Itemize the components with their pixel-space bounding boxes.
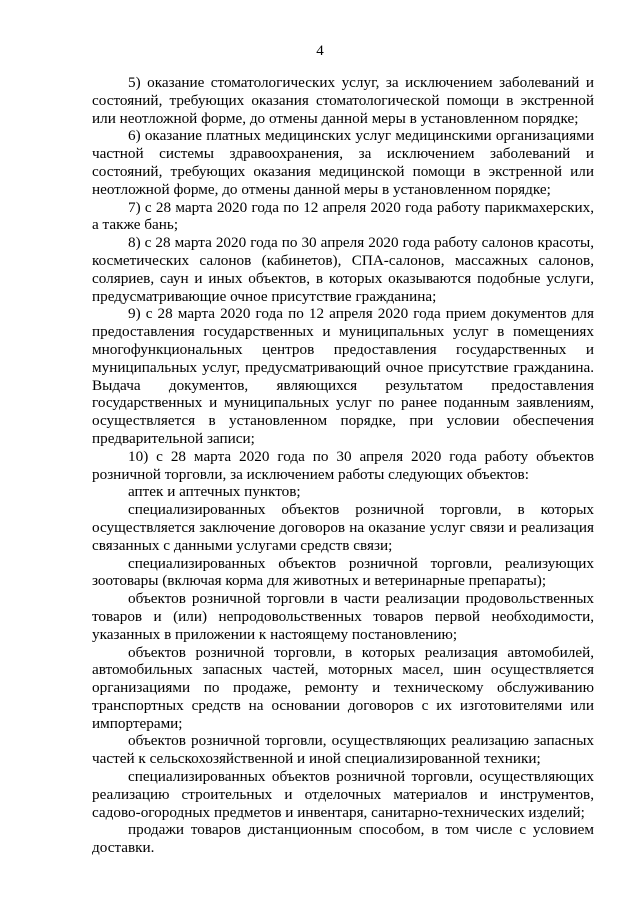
paragraph-item-5: 5) оказание стоматологических услуг, за исключением заболеваний и состояний, требующих оказания стоматологической помощи в экстренной или неотложной форме, до отмены данной меры в установленном порядке; <box>92 74 594 127</box>
exception-agri-parts: объектов розничной торговли, осуществляющих реализацию запасных частей к сельскохозяйственной и иной специализированной техники; <box>92 732 594 768</box>
paragraph-item-7: 7) с 28 марта 2020 года по 12 апреля 2020 года работу парикмахерских, а также бань; <box>92 198 594 234</box>
paragraph-item-6: 6) оказание платных медицинских услуг медицинскими организациями частной системы здравоохранения, за исключением заболеваний и состояний, требующих оказания медицинской помощи в экстренной или неотложной форме, до отмены данной меры в установленном порядке; <box>92 127 594 198</box>
exception-remote-sales: продажи товаров дистанционным способом, в том числе с условием доставки. <box>92 821 594 857</box>
exception-pharmacies: аптек и аптечных пунктов; <box>128 483 301 501</box>
page-number: 4 <box>316 43 324 59</box>
paragraph-item-10: 10) с 28 марта 2020 года по 30 апреля 2020 года работу объектов розничной торговли, за исключением работы следующих объектов: <box>92 447 594 483</box>
exception-auto-stores: объектов розничной торговли, в которых реализация автомобилей, автомобильных запасных частей, моторных масел, шин осуществляется организациями по продаже, ремонту и техническому обслуживанию транспортных средств на основании договоров с их изготовителями или импортерами; <box>92 643 594 732</box>
paragraph-item-8: 8) с 28 марта 2020 года по 30 апреля 2020 года работу салонов красоты, косметических салонов (кабинетов), СПА-салонов, массажных салонов, соляриев, саун и иных объектов, в которых оказываются подобные услуги, предусматривающие очное присутствие гражданина; <box>92 234 594 305</box>
exception-food-essentials: объектов розничной торговли в части реализации продовольственных товаров и (или) непродовольственных товаров первой необходимости, указанных в приложении к настоящему постановлению; <box>92 590 594 643</box>
document-body <box>92 74 594 857</box>
exception-building-materials: специализированных объектов розничной торговли, осуществляющих реализацию строительных и отделочных материалов и инструментов, садово-огородных предметов и инвентаря, санитарно-технических изделий; <box>92 768 594 821</box>
paragraph-item-9: 9) с 28 марта 2020 года по 12 апреля 2020 года прием документов для предоставления государственных и муниципальных услуг в помещениях многофункциональных центров предоставления государственных и муниципальных услуг, предусматривающий очное присутствие гражданина. Выдача документов, являющихся результатом предоставления государственных и муниципальных услуг по ранее поданным заявлениям, осуществляется в установленном порядке, при условии обеспечения предварительной записи; <box>92 305 594 447</box>
exception-pet-stores: специализированных объектов розничной торговли, реализующих зоотовары (включая корма для животных и ветеринарные препараты); <box>92 554 594 590</box>
exception-communication-stores: специализированных объектов розничной торговли, в которых осуществляется заключение договоров на оказание услуг связи и реализация связанных с данными услугами средств связи; <box>92 501 594 554</box>
